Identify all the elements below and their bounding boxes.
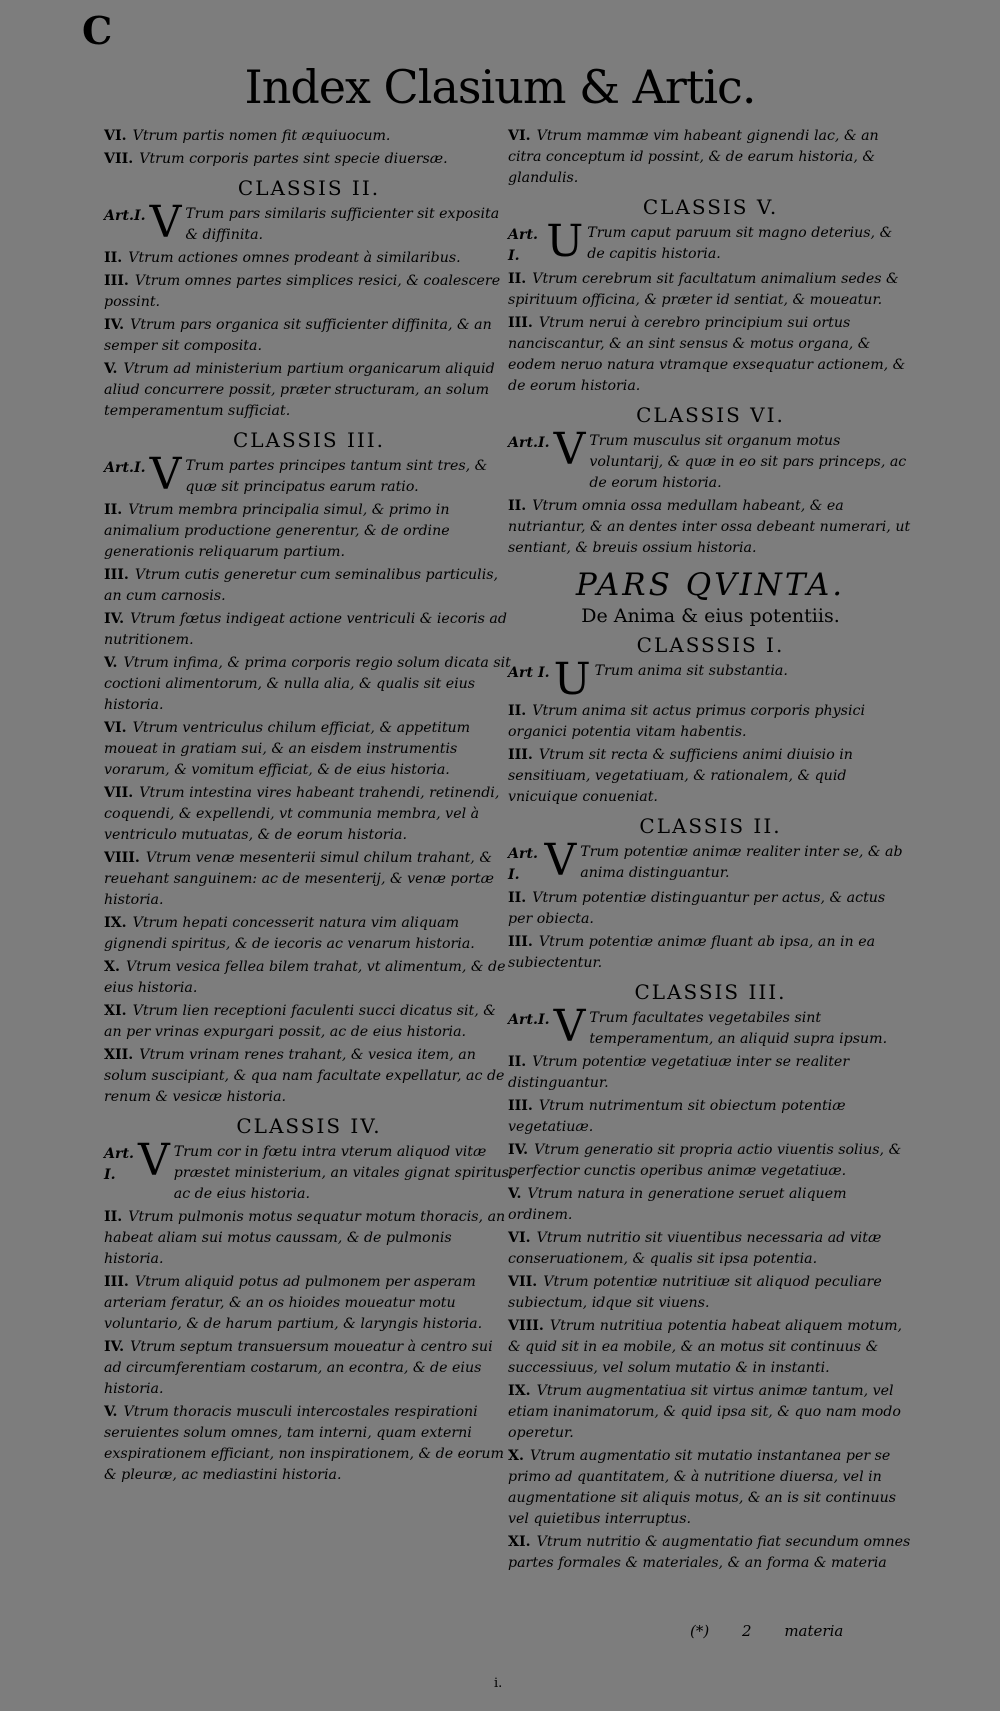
drop-initial: V: [553, 424, 586, 475]
article-text: Vtrum omnia ossa medullam habeant, & ea nutriantur, & an dentes inter ossa debeant numerari, ut sentiant, & breuis ossium historia.: [508, 498, 911, 556]
article-number: VIII.: [104, 850, 140, 866]
part-heading: PARS QVINTA.: [575, 567, 846, 603]
article-text: Vtrum sit recta & sufficiens animi diuisio in sensitiuam, vegetatiuam, & rationalem, & quid vnicuique conueniat.: [508, 747, 853, 805]
article-text: Vtrum augmentatio sit mutatio instantanea per se primo ad quantitatem, & à nutritione diuersa, vel in augmentatione sit aliquis motus, & an is sit continuus vel quietibus interruptus.: [508, 1448, 897, 1527]
article-number: XII.: [104, 1047, 134, 1063]
bottom-mark: i.: [494, 1676, 503, 1691]
article-item: [508, 701, 913, 743]
article-text: Vtrum hepati concesserit natura vim aliquam gignendi spiritus, & de iecoris ac venarum historia.: [104, 915, 475, 952]
classis-heading: CLASSIS II.: [237, 176, 381, 200]
article-item: [104, 315, 514, 357]
article-number: IX.: [508, 1383, 531, 1399]
article-number: Art.I.: [508, 435, 550, 451]
article-text: Vtrum ventriculus chilum efficiat, & appetitum moueat in gratiam sui, & an eisdem instrumentis vorarum, & vomitum efficiat, & de eius historia.: [104, 720, 471, 778]
article-text: Vtrum potentiæ animæ fluant ab ipsa, an in ea subiectentur.: [508, 934, 876, 971]
article-item: [104, 783, 514, 846]
article-text: Trum caput paruum sit magno deterius, & de capitis historia.: [587, 225, 893, 262]
corner-mark: C: [82, 8, 113, 53]
article-number: VI.: [104, 128, 127, 144]
article-text: Vtrum generatio sit propria actio viuentis solius, & perfectior cunctis operibus animæ vegetatiuæ.: [508, 1142, 902, 1179]
article-item: [104, 913, 514, 955]
article-text: Vtrum anima sit actus primus corporis physici organici potentia vitam habentis.: [508, 703, 865, 740]
article-number: VII.: [508, 1274, 538, 1290]
article-number: III.: [104, 567, 129, 583]
classis-heading: CLASSIS III.: [232, 428, 386, 452]
drop-initial: V: [544, 835, 577, 886]
article-text: Vtrum vesica fellea bilem trahat, vt alimentum, & de eius historia.: [104, 959, 506, 996]
article-item: [508, 1316, 913, 1379]
article-item: [104, 1272, 514, 1335]
article-number: VI.: [104, 720, 127, 736]
article-text: Vtrum pars organica sit sufficienter diffinita, & an semper sit composita.: [104, 317, 492, 354]
article-number: V.: [104, 655, 118, 671]
article-item: [508, 126, 913, 189]
article-text: Vtrum mammæ vim habeant gignendi lac, & an citra conceptum id possint, & de earum historia, & glandulis.: [508, 128, 879, 186]
article-first: [508, 1001, 913, 1052]
left-column: [104, 126, 514, 1488]
article-number: II.: [508, 1054, 527, 1070]
article-text: Vtrum nerui à cerebro principium sui ortus nanciscantur, & an sint sensus & motus organa, & eodem neruo natura vtramque exsequatur actionem, & de eorum historia.: [508, 315, 906, 394]
article-text: Vtrum pulmonis motus sequatur motum thoracis, an habeat aliam sui motus caussam, & de pulmonis historia.: [104, 1209, 506, 1267]
article-item: [508, 1228, 913, 1270]
page-title: Index Clasium & Artic.: [244, 60, 756, 114]
article-text: Vtrum ad ministerium partium organicarum aliquid aliud concurrere possit, præter structuram, an solum temperamentum sufficiat.: [104, 361, 495, 419]
article-number: II.: [104, 250, 123, 266]
page-footer: [690, 1622, 920, 1640]
article-text: Vtrum venæ mesenterii simul chilum trahant, & reuehant sanguinem: ac de mesenterij, & venæ portæ historia.: [104, 850, 494, 908]
classis-heading: CLASSIS III.: [634, 980, 787, 1004]
article-item: [104, 609, 514, 651]
article-number: III.: [104, 273, 129, 289]
article-item: [508, 1184, 913, 1226]
article-text: Vtrum membra principalia simul, & primo in animalium productione generentur, & de ordine generationis reliquarum partium.: [104, 502, 450, 560]
article-text: Vtrum nutrimentum sit obiectum potentiæ vegetatiuæ.: [508, 1098, 846, 1135]
article-text: Vtrum nutritiua potentia habeat aliquem motum, & quid sit in ea mobile, & an motus sit continuus & successiuus, vel solum mutatio & in instanti.: [508, 1318, 903, 1376]
article-item: [508, 269, 913, 311]
article-number: V.: [104, 1404, 118, 1420]
drop-initial: V: [149, 197, 182, 248]
article-text: Trum musculus sit organum motus voluntarij, & quæ in eo sit pars princeps, ac de eorum historia.: [589, 433, 907, 491]
article-text: Vtrum cerebrum sit facultatum animalium sedes & spirituum officina, & præter id sentiat, & moueatur.: [508, 271, 899, 308]
article-number: II.: [508, 890, 527, 906]
article-item: [508, 932, 913, 974]
article-item: [508, 745, 913, 808]
article-first: [104, 197, 514, 248]
article-number: II.: [104, 502, 123, 518]
drop-initial: V: [149, 449, 182, 500]
article-text: Vtrum natura in generatione seruet aliquem ordinem.: [508, 1186, 847, 1223]
article-item: [104, 359, 514, 422]
article-item: [104, 957, 514, 999]
article-text: Vtrum nutritio & augmentatio fiat secundum omnes partes formales & materiales, & an forma & materia: [508, 1534, 911, 1571]
article-text: Vtrum augmentatiua sit virtus animæ tantum, vel etiam inanimatorum, & quid ipsa sit, & quo nam modo operetur.: [508, 1383, 901, 1441]
article-text: Vtrum nutritio sit viuentibus necessaria ad vitæ conseruationem, & qualis sit ipsa potentia.: [508, 1230, 882, 1267]
article-number: VII.: [104, 151, 134, 167]
article-number: IX.: [104, 915, 127, 931]
article-number: IV.: [104, 317, 125, 333]
article-item: [104, 848, 514, 911]
article-item: [104, 1207, 514, 1270]
article-number: V.: [508, 1186, 522, 1202]
article-number: II.: [508, 498, 527, 514]
article-item: [104, 1402, 514, 1486]
right-column: [508, 126, 913, 1576]
article-number: III.: [508, 1098, 533, 1114]
article-number: VIII.: [508, 1318, 544, 1334]
article-item: [508, 1272, 913, 1314]
drop-initial: U: [546, 216, 584, 267]
article-number: Art.I.: [104, 460, 146, 476]
article-text: Vtrum aliquid potus ad pulmonem per asperam arteriam feratur, & an os hioides moueatur motu voluntario, & de harum partium, & laryngis historia.: [104, 1274, 483, 1332]
article-item: [508, 1096, 913, 1138]
article-item: [508, 888, 913, 930]
article-first: [104, 1135, 514, 1205]
article-text: Vtrum septum transuersum moueatur à centro sui ad circumferentiam costarum, an econtra, & de eius historia.: [104, 1339, 493, 1397]
article-text: Trum facultates vegetabiles sint temperamentum, an aliquid supra ipsum.: [589, 1010, 888, 1047]
article-text: Trum pars similaris sufficienter sit exposita & diffinita.: [185, 206, 500, 243]
article-item: [104, 1337, 514, 1400]
article-number: Art.I.: [508, 1012, 550, 1028]
article-item: [508, 1532, 913, 1574]
article-item: [508, 1381, 913, 1444]
article-number: Art. I.: [508, 846, 538, 883]
article-number: XI.: [104, 1003, 127, 1019]
article-text: Trum partes principes tantum sint tres, & quæ sit principatus earum ratio.: [185, 458, 488, 495]
classis-heading: CLASSIS IV.: [236, 1114, 382, 1138]
article-number: Art.I.: [104, 208, 146, 224]
article-number: II.: [508, 271, 527, 287]
drop-initial: V: [553, 1001, 586, 1052]
article-number: Art. I.: [508, 227, 538, 264]
classis-heading: CLASSIS VI.: [636, 403, 785, 427]
article-text: Vtrum fœtus indigeat actione ventriculi & iecoris ad nutritionem.: [104, 611, 507, 648]
article-number: III.: [508, 747, 533, 763]
article-number: VII.: [104, 785, 134, 801]
page-number: 2: [742, 1622, 752, 1640]
article-text: Vtrum intestina vires habeant trahendi, retinendi, coquendi, & expellendi, vt communia membra, vel à ventriculo mutuatas, & de eorum historia.: [104, 785, 500, 843]
classis-heading: CLASSSIS I.: [636, 633, 785, 657]
article-number: XI.: [508, 1534, 531, 1550]
classis-heading: CLASSIS II.: [639, 814, 782, 838]
article-text: Vtrum actiones omnes prodeant à similaribus.: [128, 250, 461, 266]
article-text: Vtrum lien receptioni faculenti succi dicatus sit, & an per vrinas expurgari possit, ac de eius historia.: [104, 1003, 496, 1040]
article-item: [104, 653, 514, 716]
drop-initial: V: [137, 1135, 170, 1186]
article-item: [104, 271, 514, 313]
article-item: [508, 496, 913, 559]
signature-mark: (*): [690, 1622, 710, 1640]
article-item: [104, 1045, 514, 1108]
article-item: [104, 149, 514, 170]
article-number: II.: [104, 1209, 123, 1225]
article-item: [104, 126, 514, 147]
article-text: Vtrum potentiæ nutritiuæ sit aliquod peculiare subiectum, idque sit viuens.: [508, 1274, 882, 1311]
article-first: [508, 835, 913, 886]
article-text: Vtrum thoracis musculi intercostales respirationi seruientes solum omnes, tam interni, quam externi exspirationem efficiant, non inspirationem, & de eorum & pleuræ, ac mediastini historia.: [104, 1404, 504, 1483]
article-item: [104, 248, 514, 269]
drop-initial: U: [553, 654, 591, 705]
article-text: Vtrum corporis partes sint specie diuersæ.: [139, 151, 448, 167]
article-first: [508, 424, 913, 494]
article-first: [104, 449, 514, 500]
article-number: IV.: [104, 611, 125, 627]
article-number: III.: [508, 934, 533, 950]
article-item: [508, 1446, 913, 1530]
article-number: III.: [508, 315, 533, 331]
article-item: [104, 500, 514, 563]
article-number: X.: [104, 959, 120, 975]
article-text: Trum potentiæ animæ realiter inter se, & ab anima distinguantur.: [580, 844, 903, 881]
article-text: Vtrum partis nomen fit æquiuocum.: [132, 128, 391, 144]
article-number: Art I.: [508, 665, 550, 681]
article-number: VI.: [508, 128, 531, 144]
article-number: X.: [508, 1448, 524, 1464]
article-text: Vtrum cutis generetur cum seminalibus particulis, an cum carnosis.: [104, 567, 499, 604]
article-number: VI.: [508, 1230, 531, 1246]
article-number: III.: [104, 1274, 129, 1290]
article-number: II.: [508, 703, 527, 719]
article-first: [508, 654, 913, 705]
article-first: [508, 216, 913, 267]
article-item: [508, 1052, 913, 1094]
part-subheading: De Anima & eius potentiis.: [581, 605, 840, 627]
article-text: Trum cor in fœtu intra vterum aliquod vitæ præstet ministerium, an vitales gignat spiritus, ac de eius historia.: [173, 1144, 514, 1202]
article-text: Vtrum potentiæ distinguantur per actus, & actus per obiecta.: [508, 890, 886, 927]
article-text: Trum anima sit substantia.: [594, 663, 788, 679]
article-text: Vtrum omnes partes simplices resici, & coalescere possint.: [104, 273, 501, 310]
article-text: Vtrum potentiæ vegetatiuæ inter se realiter distinguantur.: [508, 1054, 850, 1091]
article-item: [104, 565, 514, 607]
article-item: [104, 718, 514, 781]
article-number: IV.: [104, 1339, 125, 1355]
article-item: [104, 1001, 514, 1043]
article-number: IV.: [508, 1142, 529, 1158]
article-text: Vtrum vrinam renes trahant, & vesica item, an solum suscipiant, & qua nam facultate expellatur, ac de renum & vesicæ historia.: [104, 1047, 505, 1105]
article-number: V.: [104, 361, 118, 377]
catchword: materia: [784, 1622, 844, 1640]
classis-heading: CLASSIS V.: [642, 195, 779, 219]
article-text: Vtrum infima, & prima corporis regio solum dicata sit coctioni alimentorum, & nulla alia, & qualis sit eius historia.: [104, 655, 511, 713]
article-number: Art. I.: [104, 1146, 134, 1183]
article-item: [508, 1140, 913, 1182]
article-item: [508, 313, 913, 397]
